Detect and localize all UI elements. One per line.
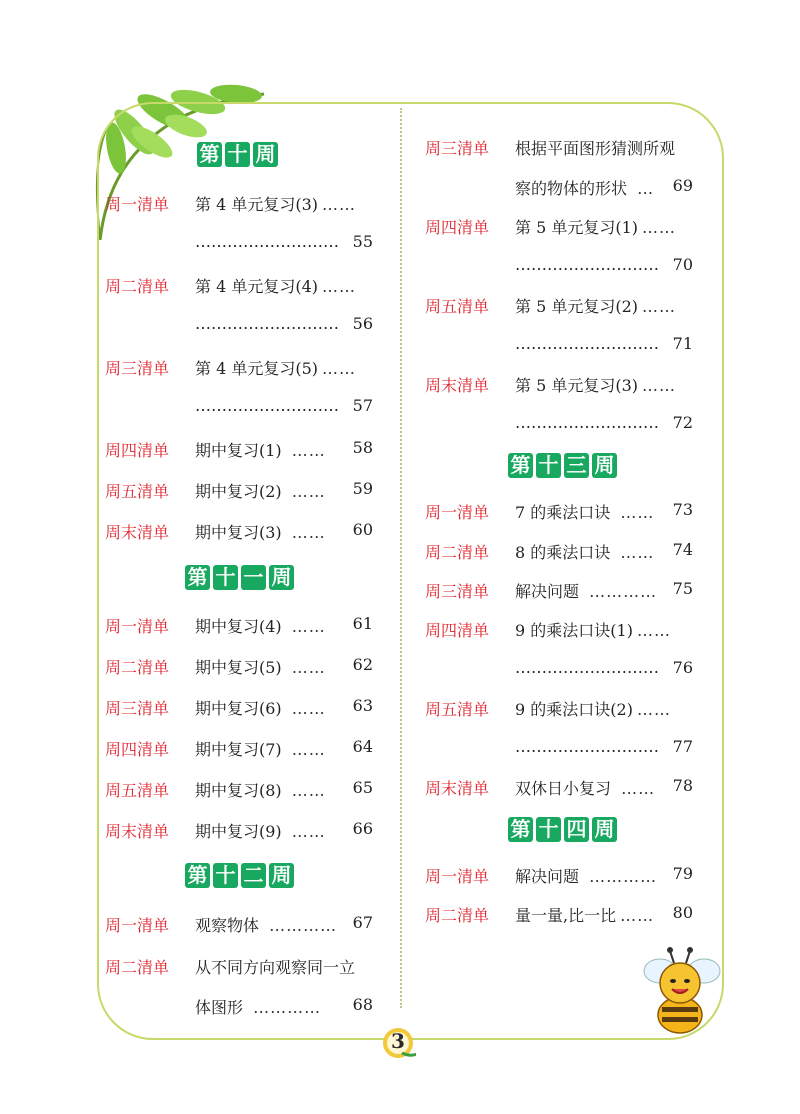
page-number: 75 bbox=[672, 579, 693, 598]
heading-char: 十 bbox=[225, 142, 250, 167]
page-number: 65 bbox=[352, 778, 373, 797]
day-label: 周末清单 bbox=[425, 779, 490, 798]
page-number: 71 bbox=[672, 334, 693, 353]
day-label: 周三清单 bbox=[425, 139, 490, 158]
day-label: 周二清单 bbox=[105, 958, 170, 977]
heading-char: 十 bbox=[213, 565, 238, 590]
day-label: 周五清单 bbox=[425, 297, 490, 316]
heading-char: 周 bbox=[269, 565, 294, 590]
heading-char: 第 bbox=[508, 817, 533, 842]
page-number: 70 bbox=[672, 255, 693, 274]
page-number: 59 bbox=[352, 479, 373, 498]
entry-title-line2: 体图形 ………… bbox=[195, 998, 322, 1017]
page-number: 56 bbox=[352, 314, 373, 333]
day-label: 周一清单 bbox=[425, 503, 490, 522]
entry-title: 8 的乘法口诀 …… bbox=[515, 543, 655, 562]
entry-dots-line: ……………………… bbox=[515, 737, 659, 756]
week-11-heading bbox=[185, 565, 294, 590]
day-label: 周三清单 bbox=[425, 582, 490, 601]
heading-char: 第 bbox=[508, 453, 533, 478]
entry-title: 期中复习(5) …… bbox=[195, 658, 326, 677]
entry-title: 第 5 单元复习(2) …… bbox=[515, 297, 677, 316]
page-number: 76 bbox=[672, 658, 693, 677]
bee-illustration-icon bbox=[630, 945, 730, 1040]
entry-title: 期中复习(7) …… bbox=[195, 740, 326, 759]
day-label: 周五清单 bbox=[105, 482, 170, 501]
entry-dots-line: ……………………… bbox=[195, 232, 339, 251]
week-12-heading bbox=[185, 863, 294, 888]
entry-title: 根据平面图形猜测所观 bbox=[515, 139, 676, 158]
entry-dots-line: ……………………… bbox=[515, 413, 659, 432]
page-number: 61 bbox=[352, 614, 373, 633]
heading-char: 第 bbox=[185, 565, 210, 590]
week-10-heading bbox=[197, 142, 278, 167]
day-label: 周五清单 bbox=[425, 700, 490, 719]
entry-title: 解决问题 ………… bbox=[515, 582, 658, 601]
entry-title: 期中复习(3) …… bbox=[195, 523, 326, 542]
heading-char: 周 bbox=[253, 142, 278, 167]
day-label: 周五清单 bbox=[105, 781, 170, 800]
day-label: 周二清单 bbox=[105, 658, 170, 677]
heading-char: 四 bbox=[564, 817, 589, 842]
day-label: 周二清单 bbox=[105, 277, 170, 296]
day-label: 周末清单 bbox=[105, 822, 170, 841]
entry-title: 双休日小复习 …… bbox=[515, 779, 656, 798]
entry-title-line2: 察的物体的形状 … bbox=[515, 179, 655, 198]
day-label: 周末清单 bbox=[425, 376, 490, 395]
page-number: 80 bbox=[672, 903, 693, 922]
page-number: 68 bbox=[352, 995, 373, 1014]
entry-title: 期中复习(4) …… bbox=[195, 617, 326, 636]
heading-char: 三 bbox=[564, 453, 589, 478]
heading-char: 十 bbox=[213, 863, 238, 888]
page-number: 62 bbox=[352, 655, 373, 674]
entry-title: 第 5 单元复习(1) …… bbox=[515, 218, 677, 237]
heading-char: 周 bbox=[269, 863, 294, 888]
page-number: 77 bbox=[672, 737, 693, 756]
day-label: 周一清单 bbox=[105, 195, 170, 214]
heading-char: 第 bbox=[197, 142, 222, 167]
day-label: 周三清单 bbox=[105, 359, 170, 378]
page-number: 73 bbox=[672, 500, 693, 519]
page-number-footer: 3 bbox=[391, 1029, 405, 1053]
week-14-heading bbox=[508, 817, 617, 842]
page-number: 64 bbox=[352, 737, 373, 756]
page-number: 57 bbox=[352, 396, 373, 415]
heading-char: 十 bbox=[536, 817, 561, 842]
entry-dots-line: ……………………… bbox=[195, 396, 339, 415]
page-number: 72 bbox=[672, 413, 693, 432]
entry-title: 第 4 单元复习(5) …… bbox=[195, 359, 357, 378]
heading-char: 一 bbox=[241, 565, 266, 590]
column-divider bbox=[400, 108, 402, 1008]
day-label: 周二清单 bbox=[425, 543, 490, 562]
day-label: 周四清单 bbox=[105, 740, 170, 759]
day-label: 周二清单 bbox=[425, 906, 490, 925]
entry-title: 从不同方向观察同一立 bbox=[195, 958, 356, 977]
page-number: 55 bbox=[352, 232, 373, 251]
day-label: 周一清单 bbox=[105, 916, 170, 935]
day-label: 周一清单 bbox=[425, 867, 490, 886]
day-label: 周四清单 bbox=[425, 218, 490, 237]
entry-title: 解决问题 ………… bbox=[515, 867, 658, 886]
page-number: 58 bbox=[352, 438, 373, 457]
entry-title: 第 5 单元复习(3) …… bbox=[515, 376, 677, 395]
entry-title: 期中复习(6) …… bbox=[195, 699, 326, 718]
heading-char: 二 bbox=[241, 863, 266, 888]
page-number: 78 bbox=[672, 776, 693, 795]
entry-title: 期中复习(2) …… bbox=[195, 482, 326, 501]
heading-char: 周 bbox=[592, 453, 617, 478]
week-13-heading bbox=[508, 453, 617, 478]
entry-title: 9 的乘法口诀(1) …… bbox=[515, 621, 671, 640]
entry-dots-line: ……………………… bbox=[515, 658, 659, 677]
day-label: 周三清单 bbox=[105, 699, 170, 718]
entry-title: 7 的乘法口诀 …… bbox=[515, 503, 655, 522]
day-label: 周末清单 bbox=[105, 523, 170, 542]
entry-title: 期中复习(8) …… bbox=[195, 781, 326, 800]
heading-char: 周 bbox=[592, 817, 617, 842]
page-number: 79 bbox=[672, 864, 693, 883]
day-label: 周四清单 bbox=[425, 621, 490, 640]
entry-title: 9 的乘法口诀(2) …… bbox=[515, 700, 671, 719]
entry-title: 期中复习(1) …… bbox=[195, 441, 326, 460]
entry-title: 第 4 单元复习(4) …… bbox=[195, 277, 357, 296]
entry-title: 第 4 单元复习(3) …… bbox=[195, 195, 357, 214]
entry-title: 量一量,比一比 …… bbox=[515, 906, 655, 925]
page-number: 69 bbox=[672, 176, 693, 195]
entry-title: 观察物体 ………… bbox=[195, 916, 338, 935]
heading-char: 第 bbox=[185, 863, 210, 888]
page-number: 63 bbox=[352, 696, 373, 715]
page-number: 74 bbox=[672, 540, 693, 559]
entry-dots-line: ……………………… bbox=[515, 255, 659, 274]
heading-char: 十 bbox=[536, 453, 561, 478]
page-number: 67 bbox=[352, 913, 373, 932]
page-number: 60 bbox=[352, 520, 373, 539]
entry-dots-line: ……………………… bbox=[195, 314, 339, 333]
entry-title: 期中复习(9) …… bbox=[195, 822, 326, 841]
page-number: 66 bbox=[352, 819, 373, 838]
entry-dots-line: ……………………… bbox=[515, 334, 659, 353]
day-label: 周一清单 bbox=[105, 617, 170, 636]
day-label: 周四清单 bbox=[105, 441, 170, 460]
